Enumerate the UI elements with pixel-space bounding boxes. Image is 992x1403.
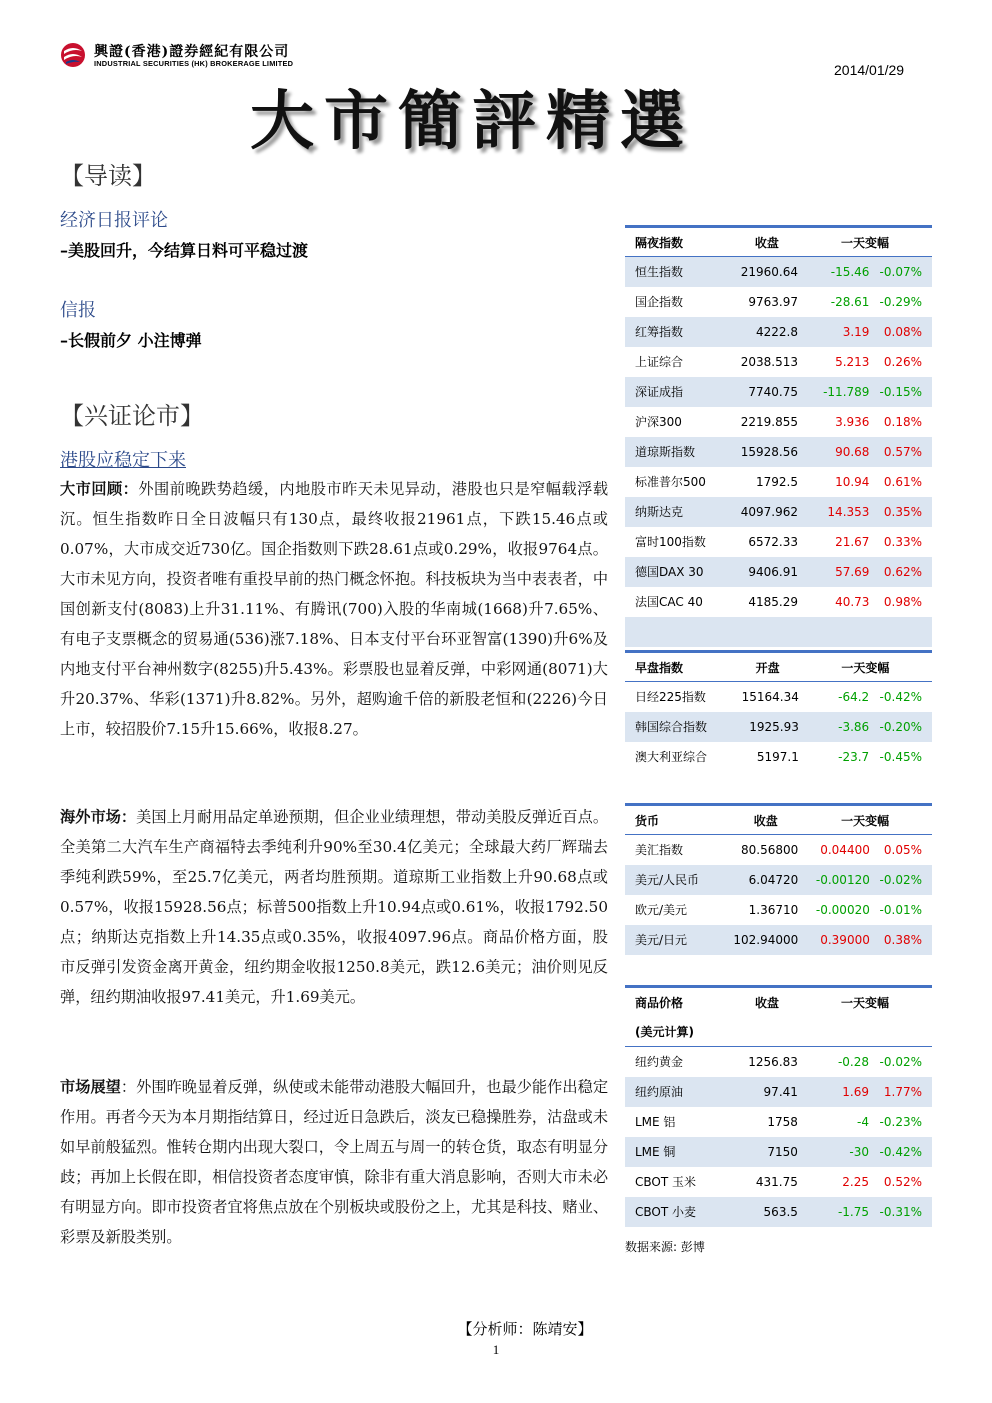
row-name-cell: 纽约原油 xyxy=(625,1077,736,1107)
row-pct-cell: -0.42% xyxy=(869,1137,932,1167)
row-name-cell: 道琼斯指数 xyxy=(625,437,736,467)
report-date: 2014/01/29 xyxy=(834,62,905,78)
row-close-cell: 1256.83 xyxy=(736,1047,798,1077)
header-cell: 一天变幅 xyxy=(798,227,932,257)
company-name-en: INDUSTRIAL SECURITIES (HK) BROKERAGE LIMITED xyxy=(94,59,294,68)
row-change-cell: -3.86 xyxy=(799,712,869,742)
row-close-cell: 1758 xyxy=(736,1107,798,1137)
row-name-cell: LME 铜 xyxy=(625,1137,736,1167)
table-row xyxy=(625,467,932,497)
market-outlook-paragraph xyxy=(60,1072,608,1252)
table-row xyxy=(625,1107,932,1137)
row-pct-cell: 0.62% xyxy=(869,557,932,587)
spacer-row xyxy=(625,617,932,647)
row-name-cell: 红筹指数 xyxy=(625,317,736,347)
header-cell: 一天变幅 xyxy=(798,987,932,1017)
table-row xyxy=(625,437,932,467)
row-change-cell: 21.67 xyxy=(798,527,869,557)
row-close-cell: 9763.97 xyxy=(736,287,798,317)
header-cell: 早盘指数 xyxy=(625,652,736,682)
table-row xyxy=(625,1137,932,1167)
currency-table xyxy=(625,803,932,955)
row-name-cell: 德国DAX 30 xyxy=(625,557,736,587)
row-close-cell: 4097.962 xyxy=(736,497,798,527)
row-close-cell: 15928.56 xyxy=(736,437,798,467)
row-change-cell: 1.69 xyxy=(798,1077,869,1107)
row-name-cell: 国企指数 xyxy=(625,287,736,317)
header-cell: 开盘 xyxy=(736,652,798,682)
row-pct-cell: -0.01% xyxy=(870,895,932,925)
row-close-cell: 2038.513 xyxy=(736,347,798,377)
guide-source-1: 经济日报评论 xyxy=(60,210,168,231)
analyst-credit: 【分析师：陈靖安】 xyxy=(457,1320,593,1338)
row-change-cell: 90.68 xyxy=(798,437,869,467)
row-change-cell: 5.213 xyxy=(798,347,869,377)
row-pct-cell: 0.98% xyxy=(869,587,932,617)
header-cell: 收盘 xyxy=(736,227,798,257)
row-pct-cell: -0.20% xyxy=(869,712,932,742)
page-title: 大市簡評精選 xyxy=(250,85,694,159)
row-close-cell: 97.41 xyxy=(736,1077,798,1107)
overseas-market-text: 美国上月耐用品定单逊预期，但企业业绩理想，带动美股反弹近百点。全美第二大汽车生产商福特去季纯利升90%至30.4亿美元；全球最大药厂辉瑞去季纯利跌59%，至25.7亿美元，两者均胜预期。道琼斯工业指数上升90.68点或0.57%，收报15928.56点；标普500指数上升10.94点或0.61%，收报1792.50点；纳斯达克指数上升14.35点或0.35%，收报4097.96点。商品价格方面，股市反弹引发资金离开黄金，纽约期金收报1250.8美元，跌12.6美元；油价则见反弹，纽约期油收报97.41美元，升1.69美元。 xyxy=(60,808,609,1006)
row-change-cell: 0.04400 xyxy=(798,835,870,865)
guide-heading: 【导读】 xyxy=(60,162,156,190)
market-review-paragraph xyxy=(60,474,608,744)
row-pct-cell: -0.45% xyxy=(869,742,932,772)
row-change-cell: 14.353 xyxy=(798,497,869,527)
morning-index-table xyxy=(625,650,932,772)
row-pct-cell: 0.26% xyxy=(869,347,932,377)
row-name-cell: 上证综合 xyxy=(625,347,736,377)
row-pct-cell: -0.23% xyxy=(869,1107,932,1137)
table-row xyxy=(625,835,932,865)
table-header-row xyxy=(625,805,932,835)
row-name-cell: 法国CAC 40 xyxy=(625,587,736,617)
row-close-cell: 1792.5 xyxy=(736,467,798,497)
row-change-cell: -23.7 xyxy=(799,742,869,772)
commentary-title-link[interactable]: 港股应稳定下来 xyxy=(60,450,186,471)
row-pct-cell: -0.29% xyxy=(869,287,932,317)
company-name-cn: 興證(香港)證券經紀有限公司 xyxy=(94,44,290,60)
data-source-note: 数据来源: 彭博 xyxy=(625,1240,705,1254)
guide-article-title-2[interactable]: –长假前夕 小注博弹 xyxy=(60,331,202,350)
table-header-row xyxy=(625,987,932,1017)
table-row xyxy=(625,1047,932,1077)
row-pct-cell: 0.08% xyxy=(869,317,932,347)
row-close-cell: 21960.64 xyxy=(736,257,798,287)
table-row xyxy=(625,407,932,437)
row-pct-cell: 0.38% xyxy=(870,925,932,955)
company-logo xyxy=(60,40,360,72)
row-change-cell: 3.936 xyxy=(798,407,869,437)
row-name-cell: 纽约黄金 xyxy=(625,1047,736,1077)
table-subheader-row xyxy=(625,1017,932,1047)
table-row xyxy=(625,742,932,772)
header-cell: 货币 xyxy=(625,805,733,835)
table-row xyxy=(625,377,932,407)
row-name-cell: 深证成指 xyxy=(625,377,736,407)
table-row xyxy=(625,527,932,557)
row-close-cell: 7150 xyxy=(736,1137,798,1167)
header-cell: 收盘 xyxy=(736,987,798,1017)
row-close-cell: 15164.34 xyxy=(736,682,798,712)
row-change-cell: -15.46 xyxy=(798,257,869,287)
table-row xyxy=(625,287,932,317)
row-name-cell: 澳大利亚综合 xyxy=(625,742,736,772)
row-close-cell: 5197.1 xyxy=(736,742,798,772)
row-close-cell: 80.56800 xyxy=(733,835,798,865)
overseas-market-paragraph xyxy=(60,802,608,1012)
row-pct-cell: -0.02% xyxy=(869,1047,932,1077)
table-row xyxy=(625,317,932,347)
table-row xyxy=(625,1197,932,1227)
header-cell: 一天变幅 xyxy=(798,805,932,835)
currency-rows xyxy=(625,835,932,955)
row-pct-cell: 1.77% xyxy=(869,1077,932,1107)
market-outlook-text: ：外围昨晚显着反弹，纵使或未能带动港股大幅回升，也最少能作出稳定作用。再者今天为本月期指结算日，经过近日急跌后，淡友已稳操胜券，沽盘或未如早前般猛烈。惟转仓期内出现大裂口，令上周五与周一的转仓货，取态有明显分歧；再加上长假在即，相信投资者态度审慎，除非有重大消息影响，否则大市未必有明显方向。即市投资者宜将焦点放在个别板块或股份之上，尤其是科技、赌业、彩票及新股类别。 xyxy=(60,1078,609,1246)
row-pct-cell: -0.31% xyxy=(869,1197,932,1227)
row-close-cell: 102.94000 xyxy=(733,925,798,955)
table-row xyxy=(625,587,932,617)
row-close-cell: 431.75 xyxy=(736,1167,798,1197)
table-row xyxy=(625,925,932,955)
row-pct-cell: 0.35% xyxy=(869,497,932,527)
table-row xyxy=(625,497,932,527)
row-change-cell: -64.2 xyxy=(799,682,869,712)
header-cell: 隔夜指数 xyxy=(625,227,736,257)
row-name-cell: 标准普尔500 xyxy=(625,467,736,497)
row-close-cell: 6572.33 xyxy=(736,527,798,557)
overnight-index-table xyxy=(625,225,932,647)
row-name-cell: 沪深300 xyxy=(625,407,736,437)
row-change-cell: 0.39000 xyxy=(798,925,870,955)
row-close-cell: 9406.91 xyxy=(736,557,798,587)
row-change-cell: 2.25 xyxy=(798,1167,869,1197)
row-change-cell: -0.00120 xyxy=(798,865,870,895)
row-pct-cell: -0.02% xyxy=(870,865,932,895)
table-row xyxy=(625,895,932,925)
row-name-cell: 日经225指数 xyxy=(625,682,736,712)
commodity-table xyxy=(625,985,932,1227)
row-close-cell: 1.36710 xyxy=(733,895,798,925)
page-number: 1 xyxy=(492,1342,500,1357)
commodity-rows xyxy=(625,1047,932,1227)
table-header-row xyxy=(625,652,932,682)
row-name-cell: 恒生指数 xyxy=(625,257,736,287)
row-name-cell: 欧元/美元 xyxy=(625,895,733,925)
row-change-cell: -0.00020 xyxy=(798,895,870,925)
table-row xyxy=(625,1167,932,1197)
table-header-row xyxy=(625,227,932,257)
row-pct-cell: 0.18% xyxy=(869,407,932,437)
row-name-cell: 韩国综合指数 xyxy=(625,712,736,742)
row-name-cell: 富时100指数 xyxy=(625,527,736,557)
commentary-heading: 【兴证论市】 xyxy=(60,402,204,430)
row-pct-cell: -0.15% xyxy=(869,377,932,407)
row-close-cell: 1925.93 xyxy=(736,712,798,742)
row-pct-cell: 0.05% xyxy=(870,835,932,865)
row-pct-cell: 0.57% xyxy=(869,437,932,467)
row-close-cell: 2219.855 xyxy=(736,407,798,437)
row-name-cell: 美汇指数 xyxy=(625,835,733,865)
row-pct-cell: 0.52% xyxy=(869,1167,932,1197)
guide-article-title-1[interactable]: –美股回升，今结算日料可平稳过渡 xyxy=(60,241,309,260)
row-close-cell: 563.5 xyxy=(736,1197,798,1227)
row-close-cell: 4222.8 xyxy=(736,317,798,347)
row-change-cell: -11.789 xyxy=(798,377,869,407)
row-change-cell: 57.69 xyxy=(798,557,869,587)
row-pct-cell: -0.42% xyxy=(869,682,932,712)
header-cell: 收盘 xyxy=(733,805,798,835)
market-review-text: 外围前晚跌势趋缓，内地股市昨天未见异动，港股也只是窄幅载浮载沉。恒生指数昨日全日波幅只有130点，最终收报21961点，下跌15.46点或0.07%，大市成交近730亿。国企指数则下跌28.61点或0.29%，收报9764点。大市未见方向，投资者唯有重投早前的热门概念怀抱。科技板块为当中表表者，中国创新支付(8083)上升31.11%、有腾讯(700)入股的华南城(1668)升7.65%、有电子支票概念的贸易通(536)涨7.18%、日本支付平台环亚智富(1390)升6%及内地支付平台神州数字(8255)升5.43%。彩票股也显着反弹，中彩网通(8071)大升20.37%、华彩(1371)升8.82%。另外，超购逾千倍的新股老恒和(2226)今日上市，较招股价7.15升15.66%，收报8.27。 xyxy=(60,480,609,738)
overseas-market-lead: 海外市场： xyxy=(60,808,137,826)
overnight-index-rows xyxy=(625,257,932,617)
company-logo-icon xyxy=(60,42,86,68)
row-name-cell: LME 铝 xyxy=(625,1107,736,1137)
table-row xyxy=(625,257,932,287)
row-change-cell: 3.19 xyxy=(798,317,869,347)
row-pct-cell: 0.61% xyxy=(869,467,932,497)
market-review-lead: 大市回顾： xyxy=(60,480,139,498)
row-pct-cell: 0.33% xyxy=(869,527,932,557)
row-name-cell: 纳斯达克 xyxy=(625,497,736,527)
row-change-cell: -1.75 xyxy=(798,1197,869,1227)
header-cell: 一天变幅 xyxy=(799,652,932,682)
row-name-cell: CBOT 小麦 xyxy=(625,1197,736,1227)
table-row xyxy=(625,557,932,587)
row-name-cell: 美元/人民币 xyxy=(625,865,733,895)
row-pct-cell: -0.07% xyxy=(869,257,932,287)
guide-source-2: 信报 xyxy=(60,300,96,321)
header-cell: (美元计算) xyxy=(625,1017,932,1047)
table-row xyxy=(625,712,932,742)
row-name-cell: CBOT 玉米 xyxy=(625,1167,736,1197)
row-change-cell: 40.73 xyxy=(798,587,869,617)
table-row xyxy=(625,682,932,712)
row-name-cell: 美元/日元 xyxy=(625,925,733,955)
row-change-cell: -30 xyxy=(798,1137,869,1167)
market-outlook-lead: 市场展望 xyxy=(60,1078,121,1096)
table-row xyxy=(625,347,932,377)
row-change-cell: -28.61 xyxy=(798,287,869,317)
row-close-cell: 6.04720 xyxy=(733,865,798,895)
row-change-cell: 10.94 xyxy=(798,467,869,497)
table-row xyxy=(625,1077,932,1107)
row-close-cell: 4185.29 xyxy=(736,587,798,617)
table-row xyxy=(625,865,932,895)
header-cell: 商品价格 xyxy=(625,987,736,1017)
morning-index-rows xyxy=(625,682,932,772)
row-change-cell: -4 xyxy=(798,1107,869,1137)
row-close-cell: 7740.75 xyxy=(736,377,798,407)
row-change-cell: -0.28 xyxy=(798,1047,869,1077)
